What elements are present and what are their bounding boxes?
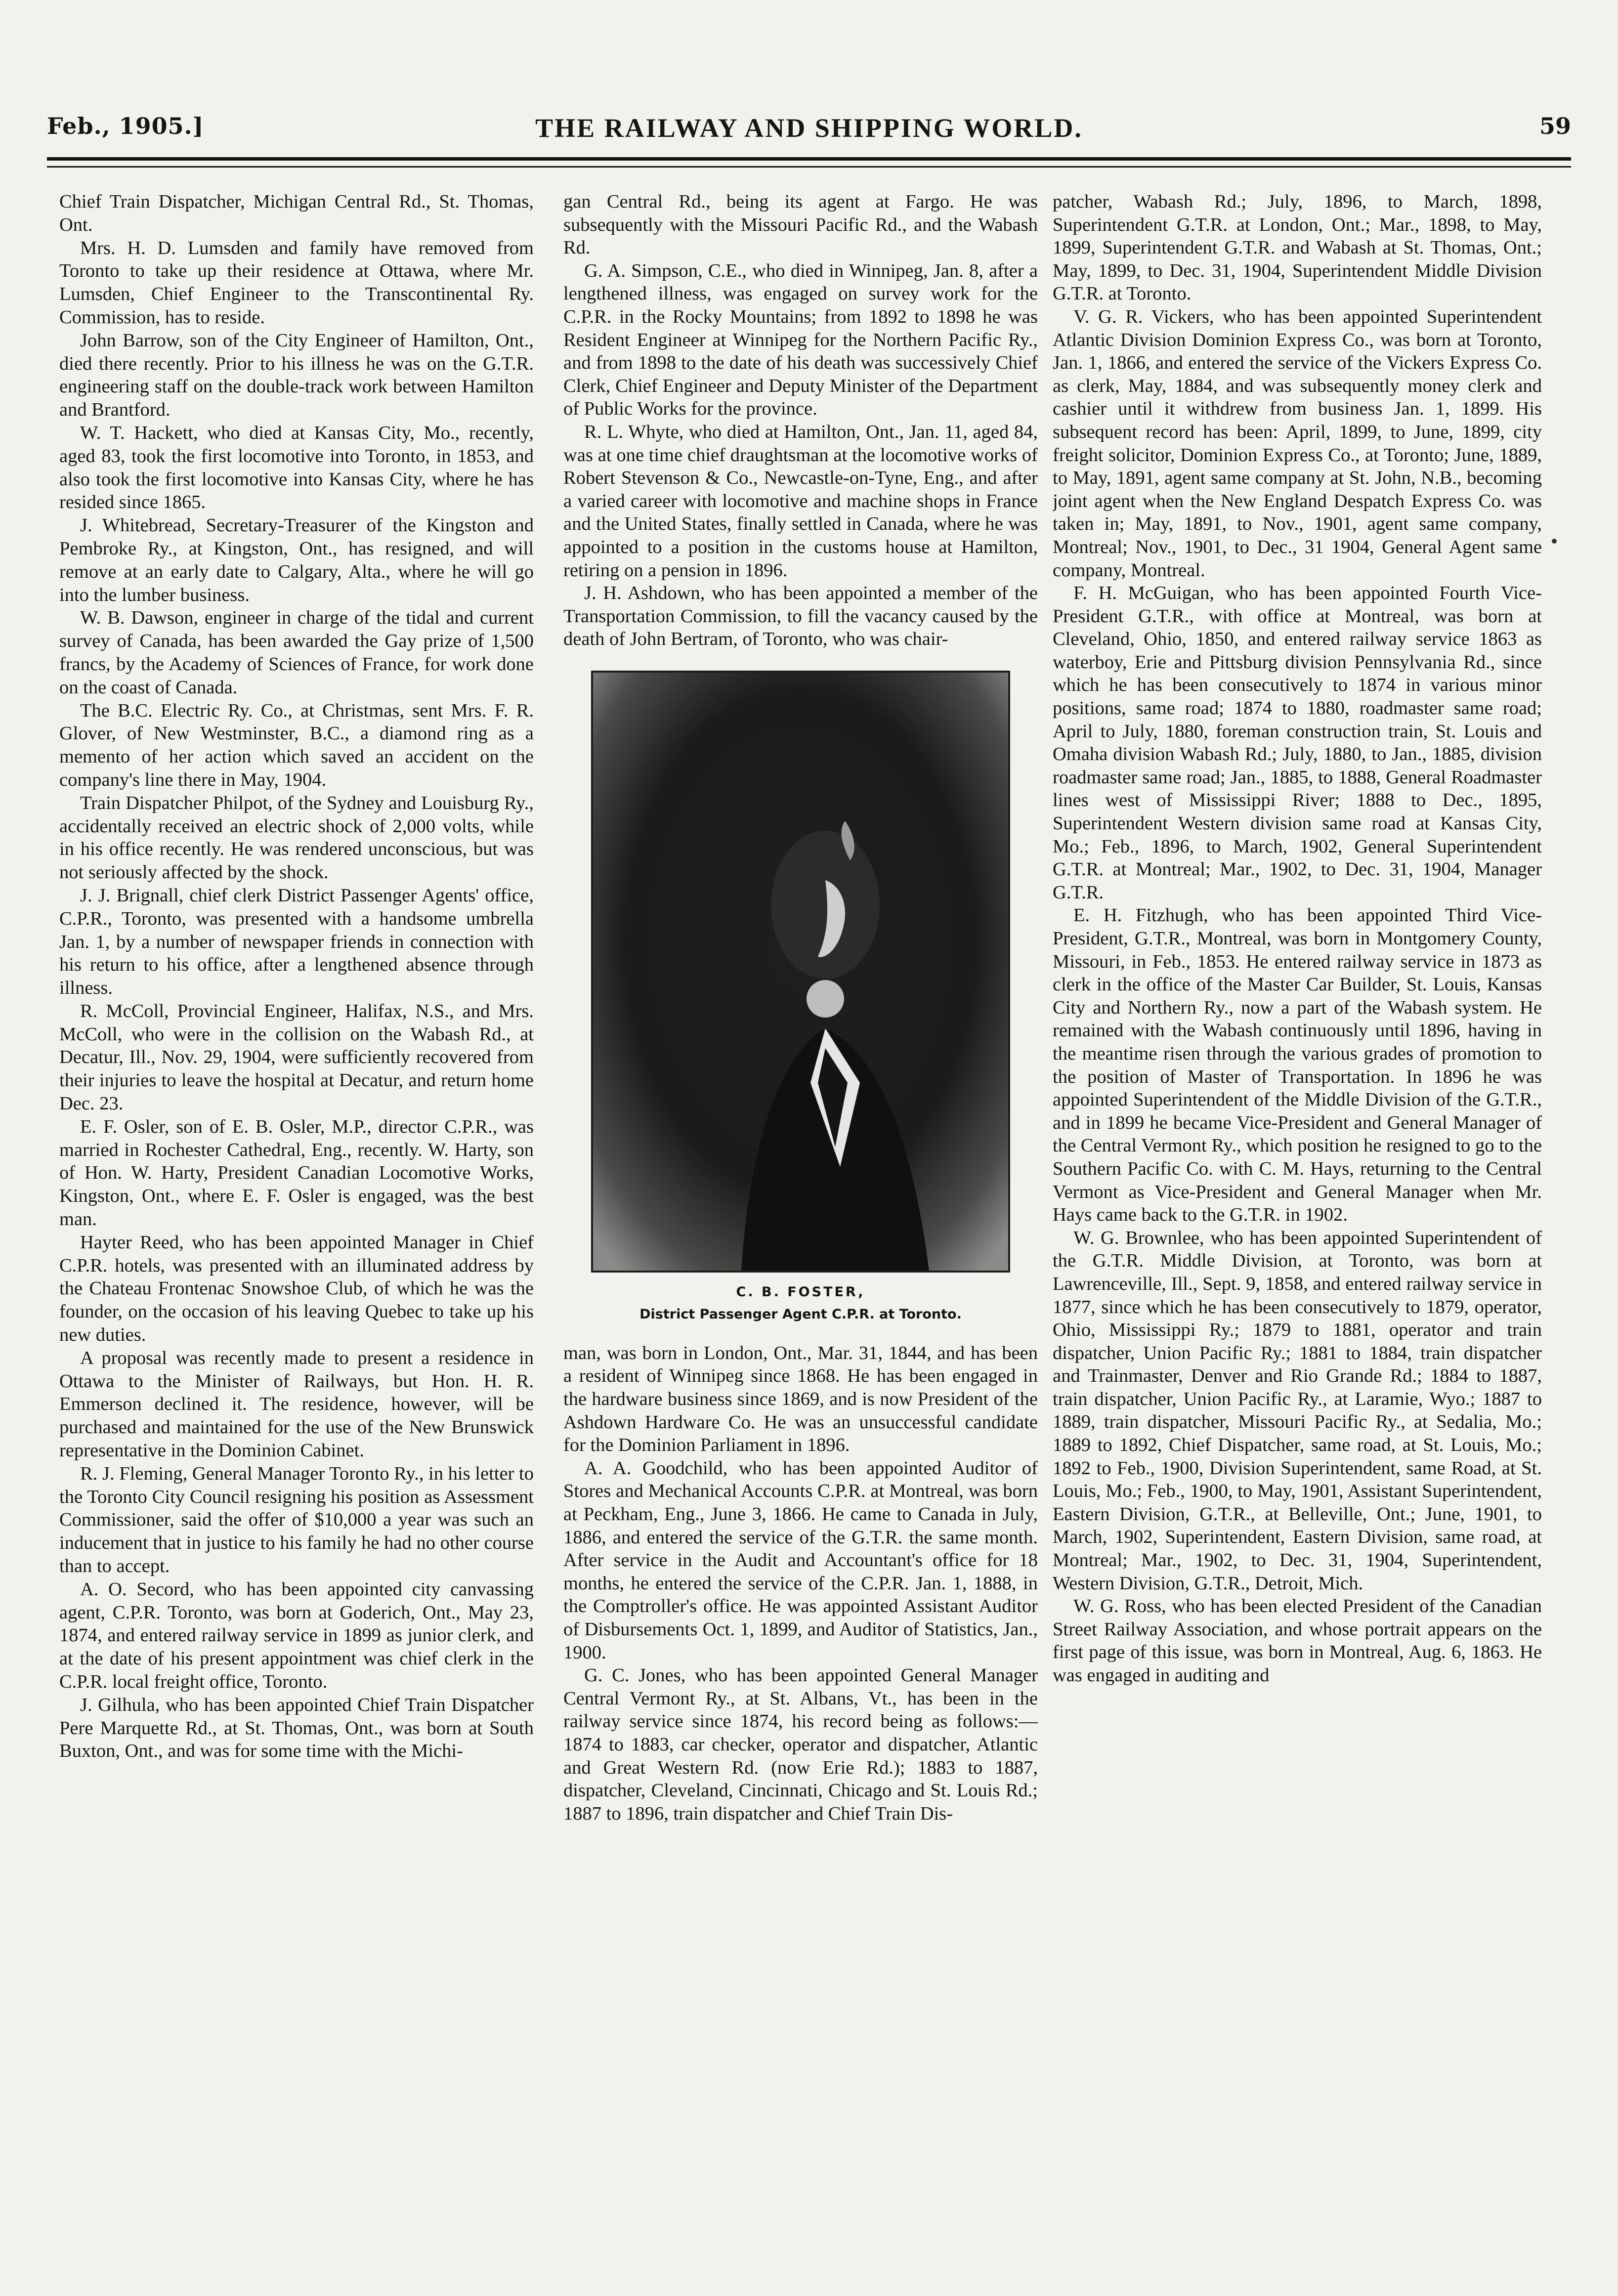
column-3 [1053, 190, 1542, 2263]
page-header [47, 113, 1571, 157]
paragraph: Hayter Reed, who has been appointed Manager in Chief C.P.R. hotels, was presented with an illuminated address by the Chateau Frontenac Snowshoe Club, of which he was the founder, on the occasion of his leaving Quebec to take up his new duties. [59, 1232, 534, 1346]
paragraph: V. G. R. Vickers, who has been appointed Superintendent Atlantic Division Dominion Express Co., was born at Toronto, Jan. 1, 1866, and entered the service of the Vickers Express Co. as clerk, May, 1884, and was subsequently money clerk and cashier until it withdrew from business Jan. 1, 1899. His subsequent record has been: April, 1899, to June, 1899, city freight solicitor, Dominion Express Co., at Toronto; June, 1889, to May, 1891, agent same company at St. John, N.B., becoming joint agent when the New England Despatch Express Co. was taken in; May, 1891, to Nov., 1901, agent same company, Montreal; Nov., 1901, to Dec., 31 1904, General Agent same company, Montreal. [1053, 306, 1542, 581]
paragraph: J. Gilhula, who has been appointed Chief Train Dispatcher Pere Marquette Rd., at St. Thomas, Ont., was born at South Buxton, Ont., and was for some time with the Michi- [59, 1694, 534, 1762]
issue-date: Feb., 1905.] [47, 113, 204, 139]
portrait-silhouette [593, 673, 1008, 1271]
portrait-caption-role: District Passenger Agent C.P.R. at Toronto. [639, 1306, 962, 1322]
publication-title: THE RAILWAY AND SHIPPING WORLD. [535, 113, 1083, 143]
paragraph: E. H. Fitzhugh, who has been appointed Third Vice-President, G.T.R., Montreal, was born in Montgomery County, Missouri, in Feb., 1853. He entered railway service in 1873 as clerk in the office of the Master Car Builder, St. Louis, Kansas City and Northern Ry., now a part of the Wabash system. He remained with the Wabash continuously until 1896, having in the meantime risen through the various grades of promotion to the position of Master of Transportation. In 1896 he was appointed Superintendent of the Middle Division of the G.T.R., and in 1899 he became Vice-President and General Manager of the Central Vermont Ry., which position he resigned to go to the Southern Pacific Co. with C. M. Hays, returning to the Central Vermont as Vice-President and General Manager when Mr. Hays came back to the G.T.R. in 1902. [1053, 905, 1542, 1226]
column-2-bottom [563, 1342, 1038, 1825]
header-rule-thin [47, 166, 1571, 168]
paragraph: E. F. Osler, son of E. B. Osler, M.P., director C.P.R., was married in Rochester Cathedral, Eng., recently. W. Harty, son of Hon. W. Harty, President Canadian Locomotive Works, Kingston, Ont., where E. F. Osler is engaged, was the best man. [59, 1116, 534, 1230]
paragraph: F. H. McGuigan, who has been appointed Fourth Vice-President G.T.R., with office at Montreal, was born at Cleveland, Ohio, 1850, and entered railway service 1863 as waterboy, Erie and Pittsburg division Pennsylvania Rd., since which he has been consecutively to 1874 in various minor positions, same road; 1874 to 1880, roadmaster same road; April to July, 1880, foreman construction train, St. Louis and Omaha division Wabash Rd.; July, 1880, to Jan., 1885, division roadmaster same road; Jan., 1885, to 1888, General Roadmaster lines west of Mississippi River; 1888 to Dec., 1895, Superintendent Western division same road at Kansas City, Mo.; Feb., 1896, to March, 1902, General Superintendent G.T.R. at Montreal; Mar., 1902, to Dec. 31, 1904, Manager G.T.R. [1053, 583, 1542, 903]
paragraph: W. B. Dawson, engineer in charge of the tidal and current survey of Canada, has been awarded the Gay prize of 1,500 francs, by the Academy of Sciences of France, for work done on the coast of Canada. [59, 607, 534, 698]
paragraph: W. T. Hackett, who died at Kansas City, Mo., recently, aged 83, took the first locomotive into Toronto, in 1853, and also took the first locomotive into Kansas City, where he has resided since 1865. [59, 422, 534, 513]
paragraph: A. A. Goodchild, who has been appointed Auditor of Stores and Mechanical Accounts C.P.R. at Montreal, was born at Peckham, Eng., June 3, 1866. He came to Canada in July, 1886, and entered the service of the G.T.R. the same month. After service in the Audit and Accountant's office for 18 months, he entered the service of the C.P.R. Jan. 1, 1888, in the Comptroller's office. He was appointed Assistant Auditor of Disbursements Oct. 1, 1899, and Auditor of Statistics, Jan., 1900. [563, 1457, 1038, 1663]
portrait-photo [591, 671, 1010, 1273]
paragraph: R. J. Fleming, General Manager Toronto Ry., in his letter to the Toronto City Council resigning his position as Assessment Commissioner, said the offer of $10,000 a year was such an inducement that in justice to his family he had no other course than to accept. [59, 1463, 534, 1577]
paragraph: W. G. Brownlee, who has been appointed Superintendent of the G.T.R. Middle Division, at Toronto, was born at Lawrenceville, Ill., Sept. 9, 1858, and entered railway service in 1877, since which he has been consecutively to 1879, operator, Ohio, Mississippi Ry.; 1879 to 1881, operator and train dispatcher, Union Pacific Ry.; 1881 to 1884, train dispatcher and Trainmaster, Denver and Rio Grande Rd.; 1884 to 1887, train dispatcher, Union Pacific Ry., at Laramie, Wyo.; 1887 to 1889, train dispatcher, Missouri Pacific Ry., at Sedalia, Mo.; 1889 to 1892, Chief Dispatcher, same road, at St. Louis, Mo.; 1892 to Feb., 1900, Division Superintendent, same Road, at St. Louis, Mo.; Feb., 1900, to May, 1901, Assistant Superintendent, Eastern Division, G.T.R., at Belleville, Ont.; June, 1901, to March, 1902, Superintendent, Eastern Division, same road, at Montreal; Mar., 1902, to Dec. 31, 1904, Superintendent, Western Division, G.T.R., Detroit, Mich. [1053, 1227, 1542, 1594]
column-2 [563, 190, 1038, 2263]
paragraph: J. H. Ashdown, who has been appointed a member of the Transportation Commission, to fill the vacancy caused by the death of John Bertram, of Toronto, who was chair- [563, 583, 1038, 650]
paragraph: A. O. Secord, who has been appointed city canvassing agent, C.P.R. Toronto, was born at Goderich, Ont., May 23, 1874, and entered railway service in 1899 as junior clerk, and at the date of his present appointment was chief clerk in the C.P.R. local freight office, Toronto. [59, 1578, 534, 1692]
portrait-caption-name: C. B. FOSTER, [736, 1284, 865, 1300]
paragraph: Chief Train Dispatcher, Michigan Central Rd., St. Thomas, Ont. [59, 191, 534, 235]
column-2-top [563, 190, 1038, 651]
paragraph: John Barrow, son of the City Engineer of Hamilton, Ont., died there recently. Prior to his illness he was on the G.T.R. engineering staff on the double-track work between Hamilton and Brantford. [59, 330, 534, 421]
paragraph: G. A. Simpson, C.E., who died in Winnipeg, Jan. 8, after a lengthened illness, was engaged on survey work for the C.P.R. in the Rocky Mountains; from 1892 to 1898 he was Resident Engineer at Winnipeg for the Northern Pacific Ry., and from 1898 to the date of his death was successively Chief Clerk, Chief Engineer and Deputy Minister of the Department of Public Works for the province. [563, 260, 1038, 420]
column-1 [59, 190, 534, 2263]
header-rule-thick [47, 157, 1571, 161]
paragraph: patcher, Wabash Rd.; July, 1896, to March, 1898, Superintendent G.T.R. at London, Ont.; Mar., 1898, to May, 1899, Superintendent G.T.R. and Wabash at St. Thomas, Ont.; May, 1899, to Dec. 31, 1904, Superintendent Middle Division G.T.R. at Toronto. [1053, 191, 1542, 304]
paragraph: W. G. Ross, who has been elected President of the Canadian Street Railway Association, and whose portrait appears on the first page of this issue, was born in Montreal, Aug. 6, 1863. He was engaged in auditing and [1053, 1596, 1542, 1686]
paragraph: G. C. Jones, who has been appointed General Manager Central Vermont Ry., at St. Albans, Vt., has been in the railway service since 1874, his record being as follows:—1874 to 1883, car checker, operator and dispatcher, Atlantic and Great Western Rd. (now Erie Rd.); 1883 to 1887, dispatcher, Cleveland, Cincinnati, Chicago and St. Louis Rd.; 1887 to 1896, train dispatcher and Chief Train Dis- [563, 1665, 1038, 1824]
paragraph: The B.C. Electric Ry. Co., at Christmas, sent Mrs. F. R. Glover, of New Westminster, B.C., a diamond ring as a memento of her action which saved an accident on the company's line there in May, 1904. [59, 700, 534, 790]
paragraph: J. J. Brignall, chief clerk District Passenger Agents' office, C.P.R., Toronto, was presented with a handsome umbrella Jan. 1, by a number of newspaper friends in connection with his return to his office, after a lengthened absence through illness. [59, 885, 534, 999]
paragraph: R. McColl, Provincial Engineer, Halifax, N.S., and Mrs. McColl, who were in the collision on the Wabash Rd., at Decatur, Ill., Nov. 29, 1904, were sufficiently recovered from their injuries to leave the hospital at Decatur, and return home Dec. 23. [59, 1000, 534, 1114]
paragraph: A proposal was recently made to present a residence in Ottawa to the Minister of Railways, but Hon. H. R. Emmerson declined it. The residence, however, will be purchased and maintained for the use of the New Brunswick representative in the Dominion Cabinet. [59, 1347, 534, 1461]
portrait-figure [563, 671, 1038, 1322]
paragraph: J. Whitebread, Secretary-Treasurer of the Kingston and Pembroke Ry., at Kingston, Ont., has resigned, and will remove at an early date to Calgary, Alta., where he will go into the lumber business. [59, 515, 534, 605]
paragraph: Train Dispatcher Philpot, of the Sydney and Louisburg Ry., accidentally received an electric shock of 2,000 volts, while in his office recently. He was rendered unconscious, but was not seriously affected by the shock. [59, 792, 534, 883]
paragraph: Mrs. H. D. Lumsden and family have removed from Toronto to take up their residence at Ottawa, where Mr. Lumsden, Chief Engineer to the Transcontinental Ry. Commission, has to reside. [59, 237, 534, 328]
paragraph: man, was born in London, Ont., Mar. 31, 1844, and has been a resident of Winnipeg since 1868. He has been engaged in the hardware business since 1869, and is now President of the Ashdown Hardware Co. He was an unsuccessful candidate for the Dominion Parliament in 1896. [563, 1342, 1038, 1456]
paragraph: R. L. Whyte, who died at Hamilton, Ont., Jan. 11, aged 84, was at one time chief draughtsman at the locomotive works of Robert Stevenson & Co., Newcastle-on-Tyne, Eng., and after a varied career with locomotive and machine shops in France and the United States, finally settled in Canada, where he was appointed to a position in the customs house at Hamilton, retiring on a pension in 1896. [563, 421, 1038, 581]
page-number: 59 [1539, 113, 1571, 139]
paragraph: gan Central Rd., being its agent at Fargo. He was subsequently with the Missouri Pacific Rd., and the Wabash Rd. [563, 191, 1038, 258]
ink-speck [1552, 539, 1557, 544]
